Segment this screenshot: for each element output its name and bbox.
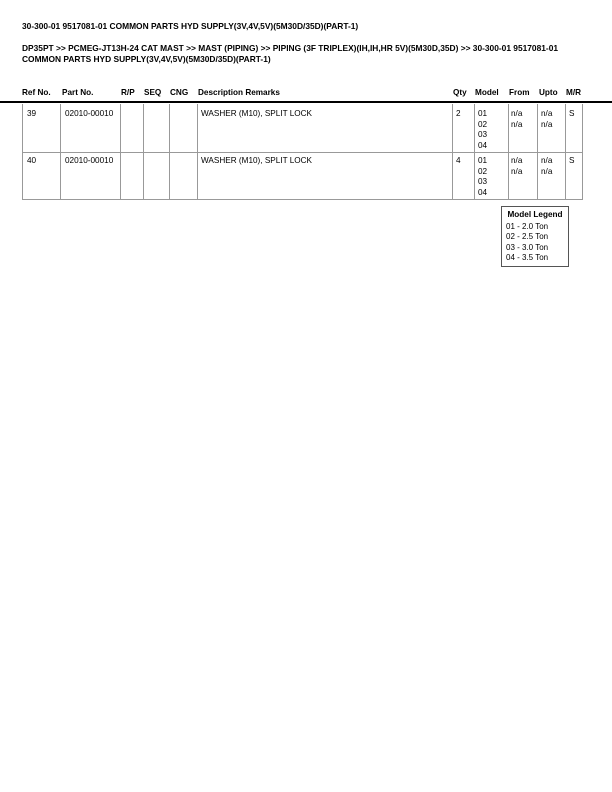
row-40-from-2: n/a	[511, 166, 523, 176]
row-40-description: WASHER (M10), SPLIT LOCK	[201, 156, 313, 165]
row-39-model-02: 02	[478, 119, 488, 129]
header-model: Model	[475, 88, 499, 97]
header-cng: CNG	[170, 88, 189, 97]
row-40-from-1: n/a	[511, 156, 523, 165]
breadcrumb: DP35PT >> PCMEG-JT13H-24 CAT MAST >> MAST (PIPING) >> PIPING (3F TRIPLEX)(IH,IH,HR 5V)(5M30D,35D) >> 30-300-01 9517081-01 COMMON PARTS HYD SUPPLY(3V,4V,5V)(5M30D/35D)(PART-1)	[22, 43, 559, 64]
header-description: Description Remarks	[198, 88, 280, 97]
model-legend-item: 02 - 2.5 Ton	[506, 232, 549, 242]
row-39-part-no[interactable]: 02010-00010	[65, 109, 114, 118]
row-39-from-2: n/a	[511, 119, 523, 129]
model-legend-item: 03 - 3.0 Ton	[506, 242, 549, 252]
model-legend-item: 01 - 2.0 Ton	[506, 222, 549, 231]
header-divider	[0, 101, 612, 103]
row-39-upto-2: n/a	[541, 119, 553, 129]
row-40-model-03: 03	[478, 177, 488, 186]
row-40-part-no[interactable]: 02010-00010	[65, 156, 114, 165]
header-qty: Qty	[453, 88, 467, 97]
row-39-upto-1: n/a	[541, 109, 553, 118]
header-from: From	[509, 88, 530, 97]
row-40-ref-no: 40	[27, 156, 37, 165]
row-40-model-01: 01	[478, 156, 488, 165]
row-39-description: WASHER (M10), SPLIT LOCK	[201, 109, 313, 118]
model-legend-title: Model Legend	[507, 210, 563, 219]
row-divider	[22, 152, 583, 153]
header-mr: M/R	[566, 88, 582, 97]
row-39-mr: S	[569, 109, 575, 118]
row-39-model-03: 03	[478, 130, 488, 139]
row-39-model-04: 04	[478, 140, 488, 150]
row-39-from-1: n/a	[511, 109, 523, 118]
page-title: 30-300-01 9517081-01 COMMON PARTS HYD SUPPLY(3V,4V,5V)(5M30D/35D)(PART-1)	[22, 21, 359, 31]
model-legend	[501, 206, 569, 267]
row-39-model-01: 01	[478, 109, 488, 118]
header-seq: SEQ	[144, 88, 162, 97]
row-40-model-02: 02	[478, 166, 488, 176]
header-part-no: Part No.	[62, 88, 94, 97]
header-rp: R/P	[121, 88, 135, 97]
row-40-upto-2: n/a	[541, 166, 553, 176]
row-40-model-04: 04	[478, 187, 488, 197]
row-40-upto-1: n/a	[541, 156, 553, 165]
model-legend-item: 04 - 3.5 Ton	[506, 252, 549, 262]
header-ref-no: Ref No.	[22, 88, 51, 97]
row-40-qty: 4	[456, 156, 461, 165]
header-upto: Upto	[539, 88, 558, 97]
row-39-ref-no: 39	[27, 109, 37, 118]
row-39-qty: 2	[456, 109, 461, 118]
row-40-mr: S	[569, 156, 575, 165]
